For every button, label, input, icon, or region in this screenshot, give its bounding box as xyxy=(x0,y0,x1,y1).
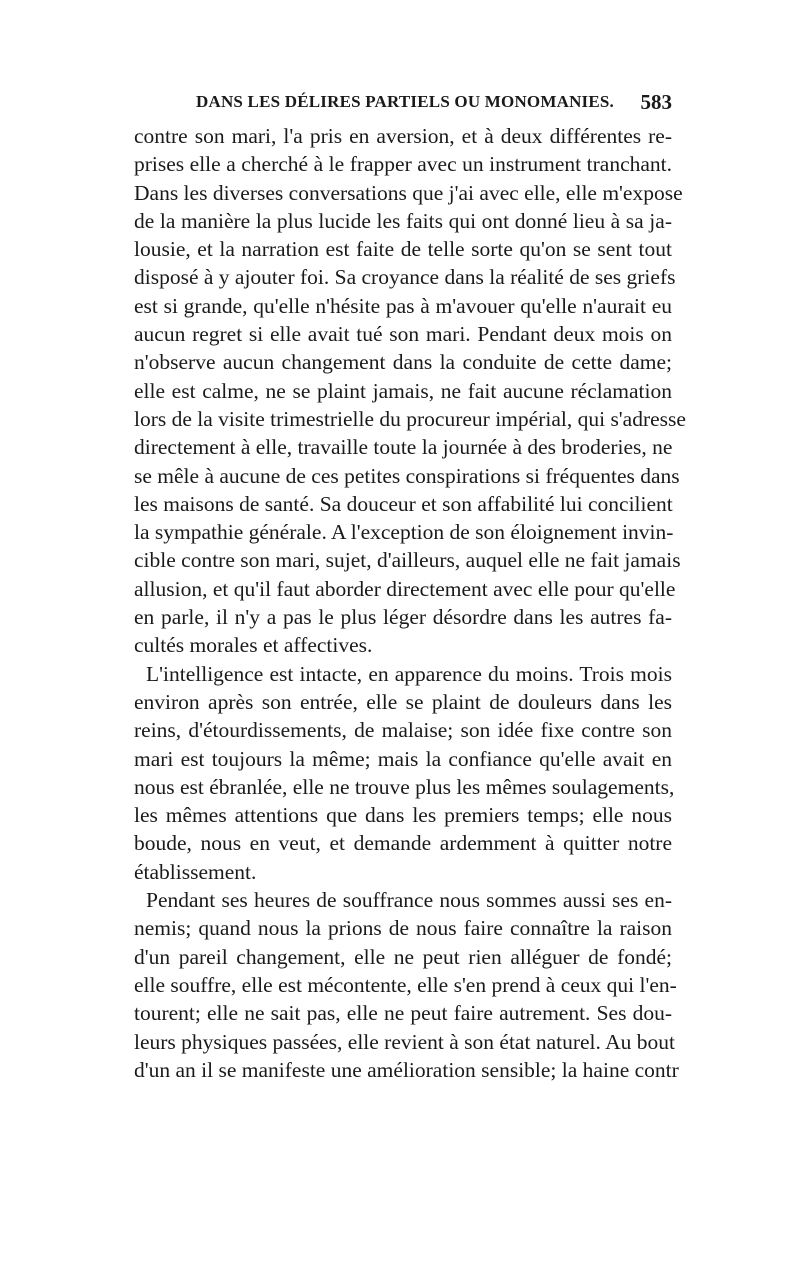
text-line: elle est calme, ne se plaint jamais, ne fait aucune réclamation xyxy=(134,378,672,403)
page-number: 583 xyxy=(640,90,672,114)
text-line: contre son mari, l'a pris en aversion, et à deux différentes re- xyxy=(134,124,672,148)
text-line: n'observe aucun changement dans la conduite de cette dame; xyxy=(134,350,672,375)
text-line: directement à elle, travaille toute la journée à des broderies, ne xyxy=(134,435,673,460)
text-line: environ après son entrée, elle se plaint de douleurs dans les xyxy=(134,689,672,714)
text-line: aucun regret si elle avait tué son mari. Pendant deux mois on xyxy=(134,322,672,347)
text-line: nemis; quand nous la prions de nous faire connaître la raison xyxy=(134,916,672,941)
text-line-paragraph-end: établissement. xyxy=(134,859,257,884)
text-line: d'un pareil changement, elle ne peut rien alléguer de fondé; xyxy=(134,944,672,969)
text-line: les mêmes attentions que dans les premiers temps; elle nous xyxy=(134,803,672,828)
text-line-paragraph-start: Pendant ses heures de souffrance nous sommes aussi ses en- xyxy=(146,888,672,913)
text-line: boude, nous en veut, et demande ardemment à quitter notre xyxy=(134,831,672,856)
text-line-paragraph-end: cultés morales et affectives. xyxy=(134,633,373,658)
text-line: mari est toujours la même; mais la confiance qu'elle avait en xyxy=(134,746,672,771)
text-line: lors de la visite trimestrielle du procureur impérial, qui s'adresse xyxy=(134,406,686,431)
text-line: la sympathie générale. A l'exception de son éloignement invin- xyxy=(134,520,674,545)
text-line: les maisons de santé. Sa douceur et son affabilité lui concilient xyxy=(134,491,673,516)
text-line: nous est ébranlée, elle ne trouve plus les mêmes soulagements, xyxy=(134,774,675,799)
text-line: est si grande, qu'elle n'hésite pas à m'avouer qu'elle n'aurait eu xyxy=(134,293,672,318)
text-line: elle souffre, elle est mécontente, elle s'en prend à ceux qui l'en- xyxy=(134,972,677,997)
text-line: leurs physiques passées, elle revient à son état naturel. Au bout xyxy=(134,1029,675,1054)
text-line: disposé à y ajouter foi. Sa croyance dans la réalité de ses griefs xyxy=(134,265,676,290)
text-line-paragraph-start: L'intelligence est intacte, en apparence du moins. Trois mois xyxy=(146,661,672,686)
text-line: reins, d'étourdissements, de malaise; son idée fixe contre son xyxy=(134,718,672,743)
running-head xyxy=(134,92,672,120)
text-line: Dans les diverses conversations que j'ai avec elle, elle m'expose xyxy=(134,180,683,205)
text-line: de la manière la plus lucide les faits qui ont donné lieu à sa ja- xyxy=(134,208,672,233)
body-text xyxy=(134,122,686,1084)
text-line: en parle, il n'y a pas le plus léger désordre dans les autres fa- xyxy=(134,605,672,630)
text-line: tourent; elle ne sait pas, elle ne peut faire autrement. Ses dou- xyxy=(134,1001,672,1026)
text-line: lousie, et la narration est faite de telle sorte qu'on se sent tout xyxy=(134,237,672,262)
text-line: se mêle à aucune de ces petites conspirations si fréquentes dans xyxy=(134,463,680,488)
text-line: allusion, et qu'il faut aborder directement avec elle pour qu'elle xyxy=(134,576,676,601)
text-line: d'un an il se manifeste une amélioration sensible; la haine contr xyxy=(134,1057,679,1082)
text-line: cible contre son mari, sujet, d'ailleurs, auquel elle ne fait jamais xyxy=(134,548,681,573)
running-head-title: DANS LES DÉLIRES PARTIELS OU MONOMANIES. xyxy=(196,92,615,111)
text-line: prises elle a cherché à le frapper avec un instrument tranchant. xyxy=(134,152,672,177)
